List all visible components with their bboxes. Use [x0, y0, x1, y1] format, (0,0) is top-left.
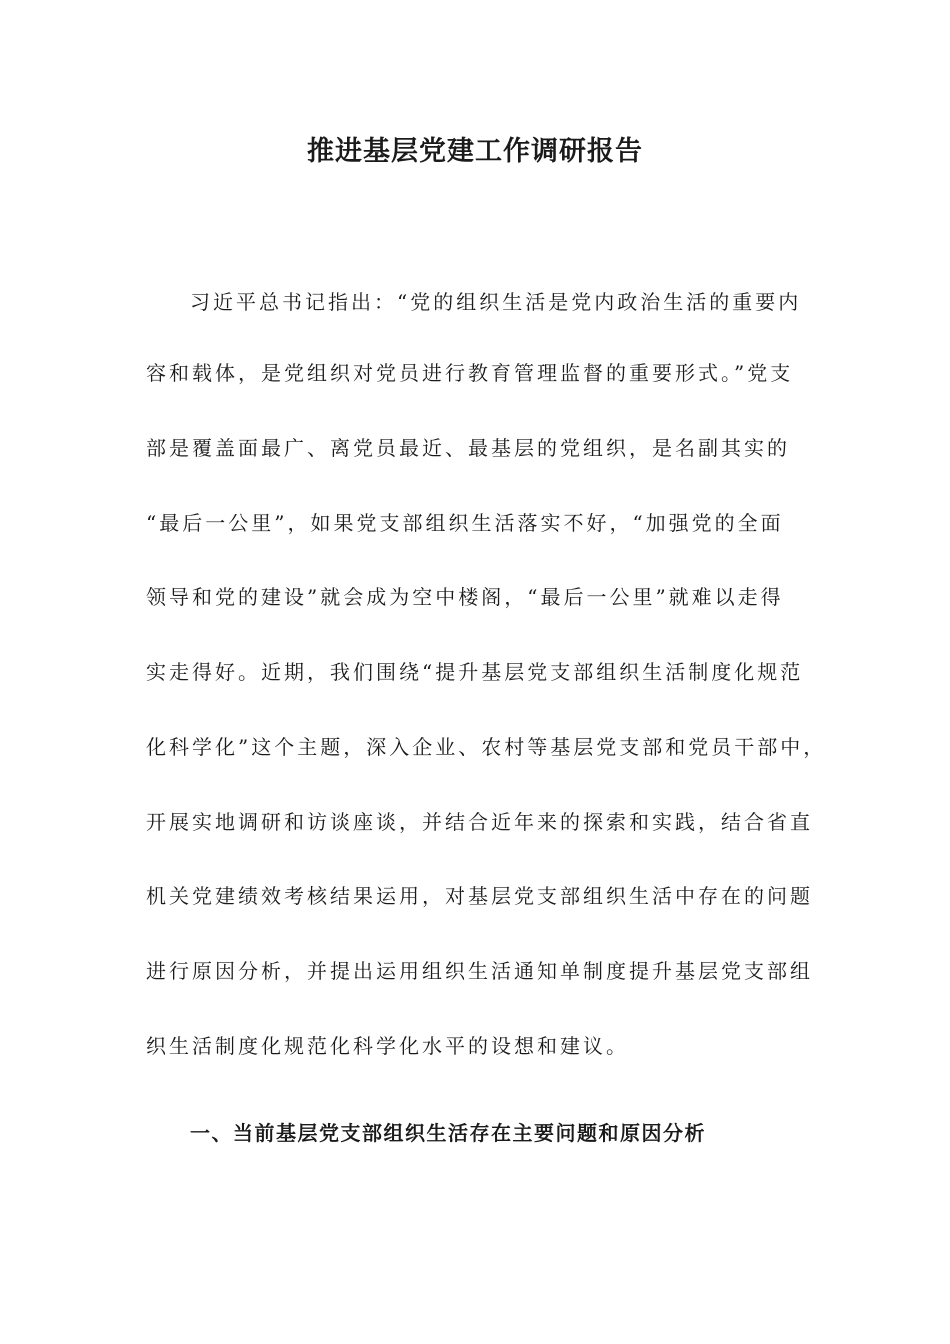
paragraph-line: 部是覆盖面最广、离党员最近、最基层的党组织，是名副其实的 — [146, 436, 790, 460]
paragraph-line: 织生活制度化规范化科学化水平的设想和建议。 — [146, 1034, 629, 1058]
paragraph-line: 进行原因分析，并提出运用组织生活通知单制度提升基层党支部组 — [146, 959, 813, 983]
section-heading: 一、当前基层党支部组织生活存在主要问题和原因分析 — [190, 1121, 706, 1145]
paragraph-line: 容和载体，是党组织对党员进行教育管理监督的重要形式。”党支 — [146, 361, 794, 385]
paragraph-line: 机关党建绩效考核结果运用，对基层党支部组织生活中存在的问题 — [146, 884, 813, 908]
paragraph-line: “最后一公里”，如果党支部组织生活落实不好，“加强党的全面 — [146, 511, 784, 535]
paragraph-line: 领导和党的建设”就会成为空中楼阁，“最后一公里”就难以走得 — [146, 585, 784, 609]
paragraph-line: 开展实地调研和访谈座谈，并结合近年来的探索和实践，结合省直 — [146, 810, 813, 834]
paragraph-line: 实走得好。近期，我们围绕“提升基层党支部组织生活制度化规范 — [146, 660, 804, 684]
paragraph-line: 化科学化”这个主题，深入企业、农村等基层党支部和党员干部中， — [146, 735, 827, 759]
document-title: 推进基层党建工作调研报告 — [307, 136, 643, 167]
paragraph-line: 习近平总书记指出：“党的组织生活是党内政治生活的重要内 — [190, 290, 802, 314]
